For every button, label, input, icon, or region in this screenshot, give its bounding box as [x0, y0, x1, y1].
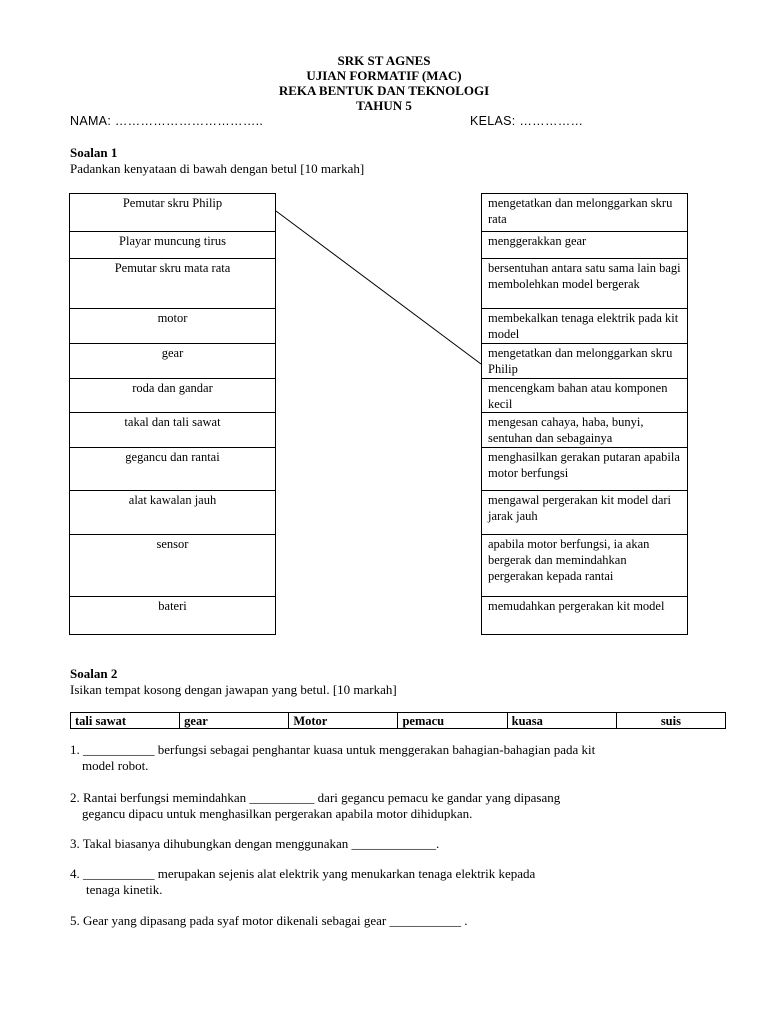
question-line: 4. ___________ merupakan sejenis alat elektrik yang menukarkan tenaga elektrik kepada: [70, 866, 536, 881]
word-bank-item: suis: [616, 713, 725, 729]
right-item: membekalkan tenaga elektrik pada kit model: [482, 309, 688, 344]
right-item: mengesan cahaya, haba, bunyi, sentuhan dan sebagainya: [482, 413, 688, 448]
question-line: 5. Gear yang dipasang pada syaf motor dikenali sebagai gear ___________ .: [70, 913, 468, 928]
left-item: motor: [70, 309, 276, 344]
question-5: [70, 913, 710, 929]
question-line: tenaga kinetik.: [86, 882, 163, 897]
question-2: [70, 790, 710, 822]
question-line: 1. ___________ berfungsi sebagai penghantar kuasa untuk menggerakan bahagian-bahagian pada kit: [70, 742, 596, 757]
right-item: mengawal pergerakan kit model dari jarak jauh: [482, 491, 688, 535]
school-name: SRK ST AGNES: [337, 53, 431, 68]
word-bank-item: kuasa: [507, 713, 616, 729]
q2-instruction: Isikan tempat kosong dengan jawapan yang betul. [10 markah]: [70, 682, 397, 697]
right-item: bersentuhan antara satu sama lain bagi membolehkan model bergerak: [482, 259, 688, 309]
question-3: [70, 836, 710, 852]
question-4: [70, 866, 710, 898]
right-item: menggerakkan gear: [482, 232, 688, 259]
class-field: KELAS: ……………: [470, 114, 584, 128]
right-item: menghasilkan gerakan putaran apabila motor berfungsi: [482, 448, 688, 491]
right-item: apabila motor berfungsi, ia akan bergerak dan memindahkan pergerakan kepada rantai: [482, 535, 688, 597]
year-title: TAHUN 5: [356, 98, 412, 113]
exam-title: UJIAN FORMATIF (MAC): [306, 68, 462, 83]
right-item: mencengkam bahan atau komponen kecil: [482, 379, 688, 413]
name-field: NAMA: ……………………………..: [70, 114, 264, 128]
left-item: alat kawalan jauh: [70, 491, 276, 535]
left-item: bateri: [70, 597, 276, 635]
word-bank-item: Motor: [289, 713, 398, 729]
right-item: memudahkan pergerakan kit model: [482, 597, 688, 635]
q1-title: Soalan 1: [70, 145, 118, 160]
left-item: gegancu dan rantai: [70, 448, 276, 491]
right-item: mengetatkan dan melonggarkan skru rata: [482, 194, 688, 232]
question-line: model robot.: [82, 758, 149, 773]
word-bank-table: [70, 712, 726, 729]
question-line: 2. Rantai berfungsi memindahkan __________ dari gegancu pemacu ke gandar yang dipasang: [70, 790, 561, 805]
left-item: Playar muncung tirus: [70, 232, 276, 259]
left-item: takal dan tali sawat: [70, 413, 276, 448]
question-line: 3. Takal biasanya dihubungkan dengan menggunakan _____________.: [70, 836, 440, 851]
q2-title: Soalan 2: [70, 666, 118, 681]
word-bank-item: pemacu: [398, 713, 507, 729]
subject-title: REKA BENTUK DAN TEKNOLOGI: [278, 83, 490, 98]
left-item: sensor: [70, 535, 276, 597]
left-item: Pemutar skru mata rata: [70, 259, 276, 309]
question-line: gegancu dipacu untuk menghasilkan pergerakan apabila motor dihidupkan.: [82, 806, 473, 821]
left-item: gear: [70, 344, 276, 379]
left-item: roda dan gandar: [70, 379, 276, 413]
word-bank-item: gear: [180, 713, 289, 729]
question-1: [70, 742, 710, 774]
left-item: Pemutar skru Philip: [70, 194, 276, 232]
word-bank-item: tali sawat: [71, 713, 180, 729]
right-item: mengetatkan dan melonggarkan skru Philip: [482, 344, 688, 379]
q1-instruction: Padankan kenyataan di bawah dengan betul [10 markah]: [70, 161, 365, 176]
